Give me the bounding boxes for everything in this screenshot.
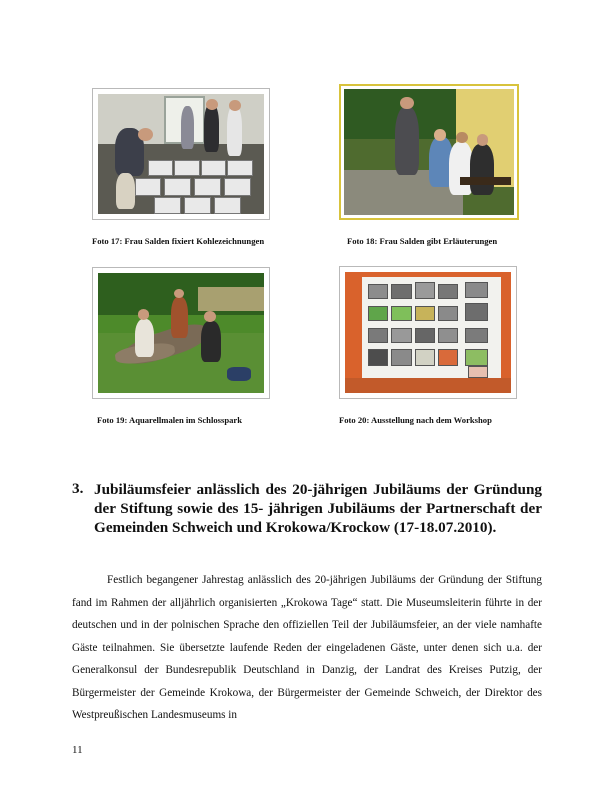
section-heading: Jubiläumsfeier anlässlich des 20-jährigen Jubiläums der Gründung der Stiftung sowie des 15- jährigen Jubiläums der Partnerschaft der Gemeinden Schweich und Krokowa/Krockow (17-18.07.2010). [94,481,542,536]
photo-19 [92,267,270,399]
section-number: 3. [72,480,84,497]
photo-20-image [345,272,511,393]
photo-20-caption: Foto 20: Ausstellung nach dem Workshop [339,415,492,425]
photo-19-image [98,273,264,393]
photo-17-image [98,94,264,214]
photo-19-caption: Foto 19: Aquarellmalen im Schlosspark [97,415,242,425]
photo-18-caption: Foto 18: Frau Salden gibt Erläuterungen [347,236,498,246]
photo-18 [339,84,519,220]
body-paragraph: Festlich begangener Jahrestag anlässlich des 20-jährigen Jubiläums der Gründung der Stiftung fand im Rahmen der alljährlich organisierten „Krokowa Tage“ statt. Die Museumsleiterin führte in der deutschen und in der polnischen Sprache den offiziellen Teil der Jubiläumsfeier, an der viele namhafte Gäste teilnahmen. Sie übersetzte laufende Reden der eingeladenen Gäste, unter denen sich u.a. der Generalkonsul der Bundesrepublik Deutschland in Danzig, der Landrat des Kreises Putzig, der Bürgermeister der Gemeinde Krokowa, der Bürgermeister der Gemeinde Schweich, der Direktor des Westpreußischen Landesmuseums in [72,574,542,721]
photo-17-caption: Foto 17: Frau Salden fixiert Kohlezeichnungen [92,236,265,246]
photo-20 [339,266,517,399]
photo-18-image [344,89,514,215]
page-number: 11 [72,744,83,756]
photo-17 [92,88,270,220]
